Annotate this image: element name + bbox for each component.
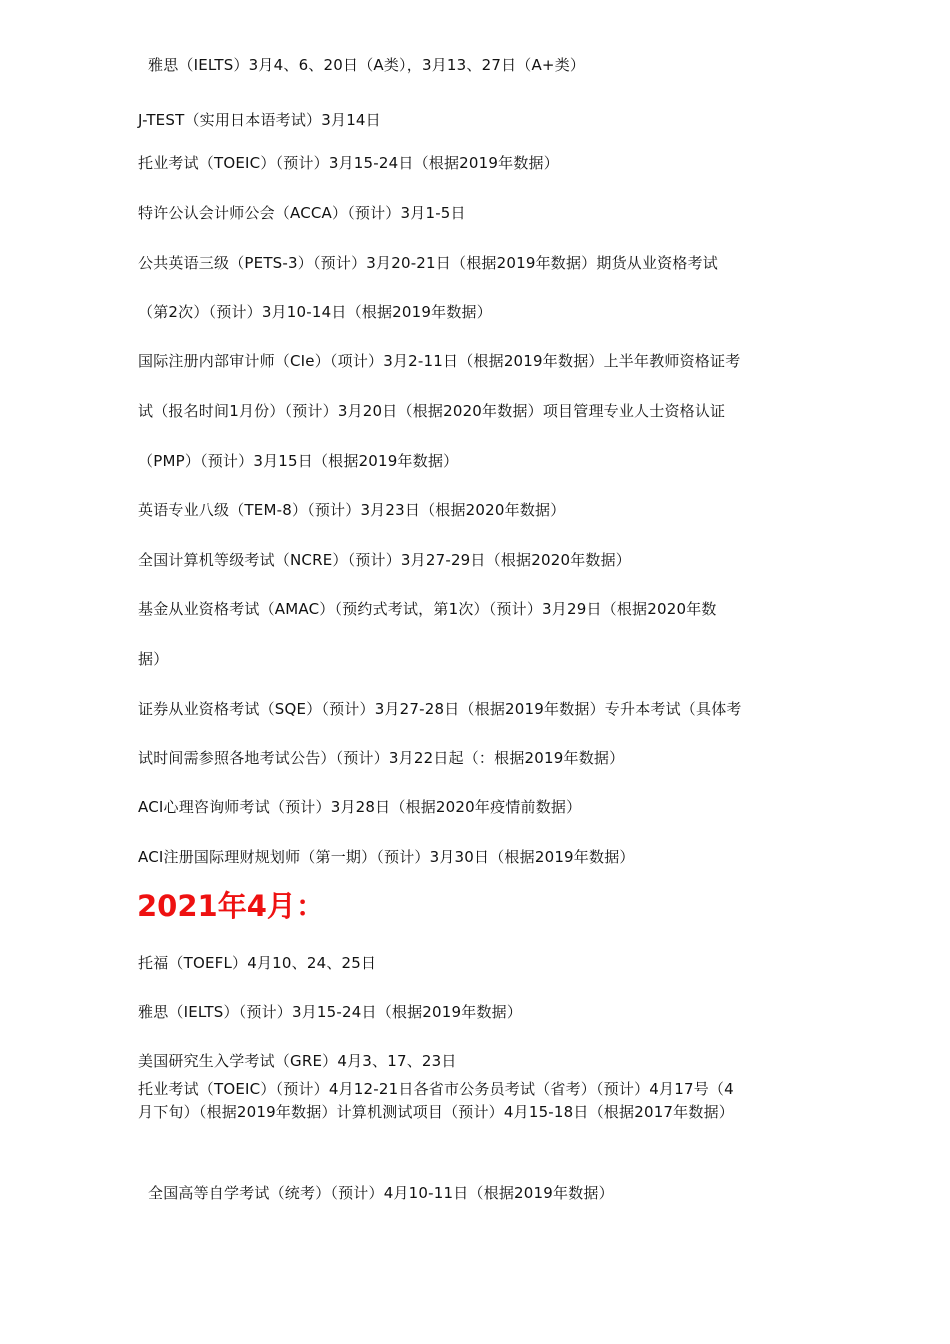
text-line: 公共英语三级（PETS-3）（预计）3月20-21日（根据2019年数据）期货从业资格考试 [138, 254, 718, 272]
text-line: ACI心理咨询师考试（预计）3月28日（根据2020年疫情前数据） [138, 798, 582, 816]
text-line: 试（报名时间1月份）（预计）3月20日（根据2020年数据）项目管理专业人士资格认证 [138, 402, 726, 420]
text-line: 国际注册内部审计师（CIe）（项计）3月2-11日（根据2019年数据）上半年教师资格证考 [138, 352, 741, 370]
text-line: 全国高等自学考试（统考）（预计）4月10-11日（根据2019年数据） [148, 1184, 614, 1202]
text-line: 特许公认会计师公会（ACCA）（预计）3月1-5日 [138, 204, 466, 222]
text-line: 托业考试（TOEIC）（预计）3月15-24日（根据2019年数据） [138, 154, 559, 172]
text-line: 月下旬）（根据2019年数据）计算机测试项目（预计）4月15-18日（根据2017年数据） [138, 1103, 734, 1121]
text-line: J-TEST（实用日本语考试）3月14日 [138, 111, 381, 129]
text-line: 雅思（IELTS）（预计）3月15-24日（根据2019年数据） [138, 1003, 523, 1021]
text-line: 证券从业资格考试（SQE）（预计）3月27-28日（根据2019年数据）专升本考试（具体考 [138, 700, 742, 718]
text-line: 据） [138, 650, 169, 668]
text-line: 试时间需参照各地考试公告）（预计）3月22日起（：根据2019年数据） [138, 749, 625, 767]
section-heading: 2021年4月： [137, 889, 325, 923]
text-line: 英语专业八级（TEM-8）（预计）3月23日（根据2020年数据） [138, 501, 566, 519]
text-line: ACI注册国际理财规划师（第一期）（预计）3月30日（根据2019年数据） [138, 848, 635, 866]
text-line: 雅思（IELTS）3月4、6、20日（A类），3月13、27日（A+类） [148, 56, 586, 74]
text-line: 托福（TOEFL）4月10、24、25日 [138, 954, 377, 972]
text-line: （第2次）（预计）3月10-14日（根据2019年数据） [138, 303, 492, 321]
text-line: 全国计算机等级考试（NCRE）（预计）3月27-29日（根据2020年数据） [138, 551, 632, 569]
text-line: 美国研究生入学考试（GRE）4月3、17、23日 [138, 1052, 457, 1070]
text-line: 基金从业资格考试（AMAC）（预约式考试，第1次）（预计）3月29日（根据2020年数 [138, 600, 717, 618]
text-line: 托业考试（TOEIC）（预计）4月12-21日各省市公务员考试（省考）（预计）4月17号（4 [138, 1080, 734, 1098]
text-line: （PMP）（预计）3月15日（根据2019年数据） [138, 452, 459, 470]
